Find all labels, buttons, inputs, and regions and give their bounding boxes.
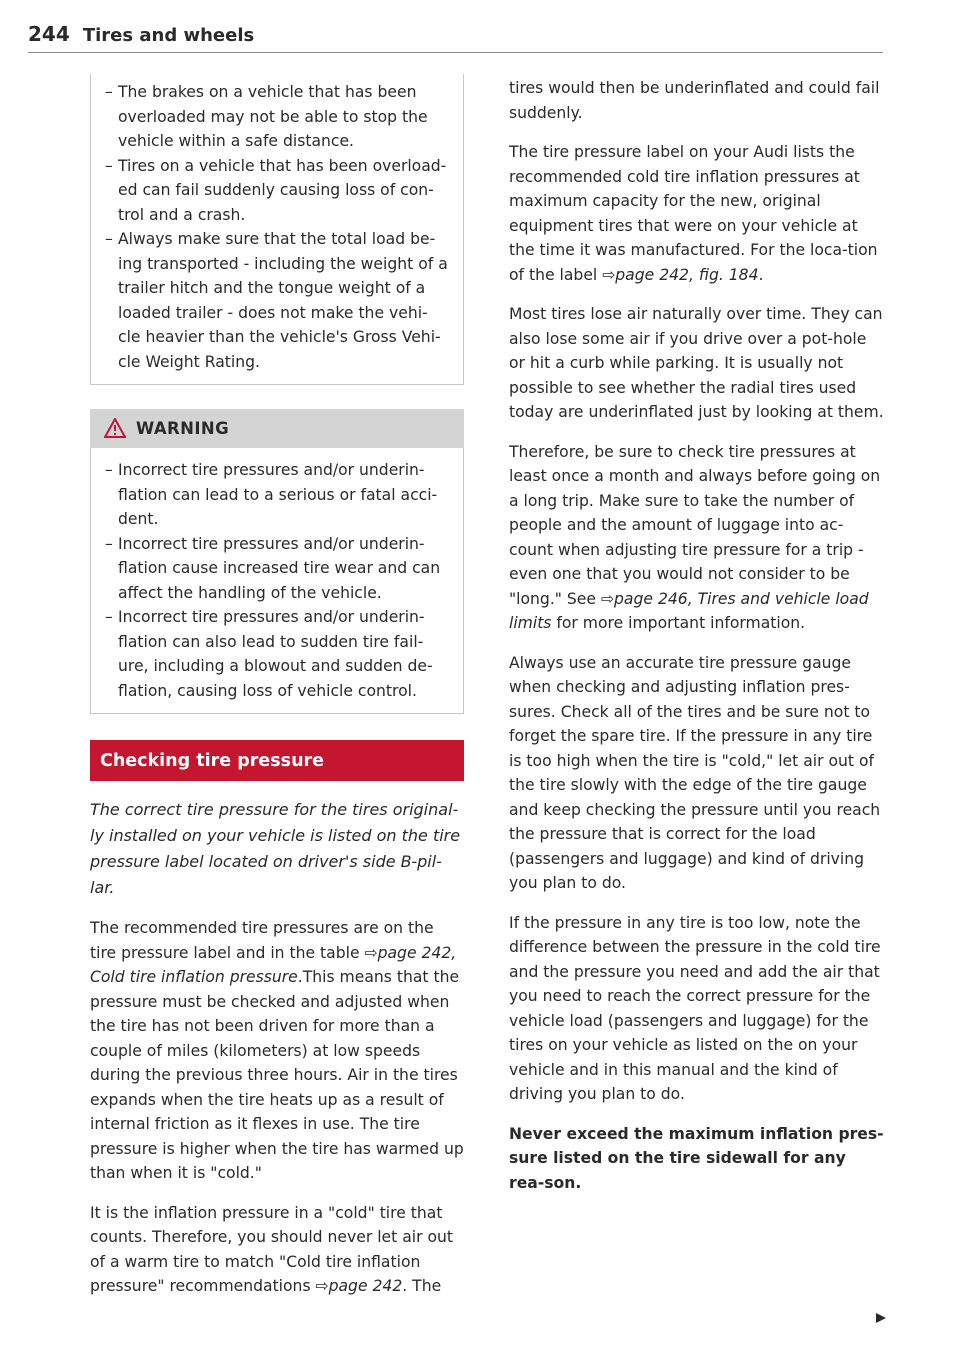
warning-header <box>90 409 464 448</box>
list-item: – Incorrect tire pressures and/or underin-flation can also lead to sudden tire fail-ure, including a blowout and sudden de-flation, causing loss of vehicle control. <box>105 605 449 703</box>
paragraph: Always use an accurate tire pressure gauge when checking and adjusting inflation pres-sures. Check all of the tires and be sure not to forget the spare tire. If the pressure in any tire is too high when the tire is "cold," let air out of the tire slowly with the edge of the tire gauge and keep checking the pressure until you reach the pressure that is correct for the load (passengers and luggage) and kind of driving you plan to do. <box>509 653 881 892</box>
chapter-title: Tires and wheels <box>82 25 255 46</box>
section-intro: The correct tire pressure for the tires original-ly installed on your vehicle is listed on the tire pressure label located on driver's side B-pil-lar. <box>90 800 461 897</box>
continue-arrow-icon <box>875 1312 887 1324</box>
paragraph <box>509 140 885 287</box>
paragraph: tires would then be underinflated and could fail suddenly. <box>509 79 880 122</box>
warning-triangle-icon <box>104 418 126 438</box>
paragraph-text: for more important information. <box>551 614 806 632</box>
overload-box <box>90 74 464 385</box>
warning-body <box>90 448 464 714</box>
warning-label: WARNING <box>136 418 230 438</box>
paragraph <box>90 1201 464 1299</box>
page-reference-link[interactable]: ⇨page 242, fig. 184 <box>602 265 759 284</box>
page-reference-link[interactable]: ⇨page 246, Tires and vehicle load limits <box>509 589 869 632</box>
paragraph-text: The tire pressure label on your Audi lists the recommended cold tire inflation pressures at maximum capacity for the new, original equipment tires that were on your vehicle at the time it was manufactured. For the loca-tion of the label <box>509 143 878 284</box>
paragraph-text: . <box>758 265 764 284</box>
page-reference-link[interactable]: ⇨page 242, Cold tire inflation pressure <box>90 943 457 986</box>
left-column <box>90 74 464 1314</box>
paragraph-text: Therefore, be sure to check tire pressures at least once a month and always before going on a long trip. Make sure to take the number of people and the amount of luggage into ac-count when adjusting tire pressure for a trip - even one that you would not consider to be "long." See <box>509 442 881 608</box>
bold-notice: Never exceed the maximum inflation pres-sure listed on the tire sidewall for any rea-son. <box>509 1124 884 1192</box>
page-header <box>28 22 883 53</box>
paragraph <box>90 916 464 1186</box>
paragraph-text: The recommended tire pressures are on the tire pressure label and in the table <box>90 919 434 962</box>
right-column <box>509 76 885 1210</box>
list-item: – Incorrect tire pressures and/or underin-flation can lead to a serious or fatal acci-dent. <box>105 458 449 532</box>
paragraph-text: .This means that the pressure must be checked and adjusted when the tire has not been driven for more than a couple of miles (kilometers) at low speeds during the previous three hours. Air in the tires expands when the tire heats up as a result of internal friction as it flexes in use. The tire pressure is higher when the tire has warmed up than when it is "cold." <box>90 968 464 1182</box>
paragraph <box>509 440 885 636</box>
list-item: – The brakes on a vehicle that has been overloaded may not be able to stop the vehicle within a safe distance. <box>105 80 449 154</box>
page-number: 244 <box>28 22 70 46</box>
section-title: Checking tire pressure <box>90 740 464 781</box>
list-item: – Incorrect tire pressures and/or underin-flation cause increased tire wear and can affect the handling of the vehicle. <box>105 532 449 606</box>
paragraph-text: It is the inflation pressure in a "cold" tire that counts. Therefore, you should never let air out of a warm tire to match "Cold tire inflation pressure" recommendations <box>90 1203 453 1295</box>
list-item: – Always make sure that the total load be-ing transported - including the weight of a trailer hitch and the tongue weight of a loaded trailer - does not make the vehi-cle heavier than the vehicle's Gross Vehi-cle Weight Rating. <box>105 227 449 374</box>
paragraph: If the pressure in any tire is too low, note the difference between the pressure in the cold tire and the pressure you need and add the air that you need to reach the correct pressure for the vehicle load (passengers and luggage) for the tires on your vehicle as listed on the on your vehicle and in this manual and the kind of driving you plan to do. <box>509 913 881 1103</box>
list-item: – Tires on a vehicle that has been overload-ed can fail suddenly causing loss of con-trol and a crash. <box>105 154 449 228</box>
paragraph: Most tires lose air naturally over time. They can also lose some air if you drive over a pot-hole or hit a curb while parking. It is usually not possible to see whether the radial tires used today are underinflated just by looking at them. <box>509 305 884 421</box>
page-reference-link[interactable]: ⇨page 242 <box>315 1277 403 1295</box>
paragraph-text: . The <box>402 1277 442 1295</box>
